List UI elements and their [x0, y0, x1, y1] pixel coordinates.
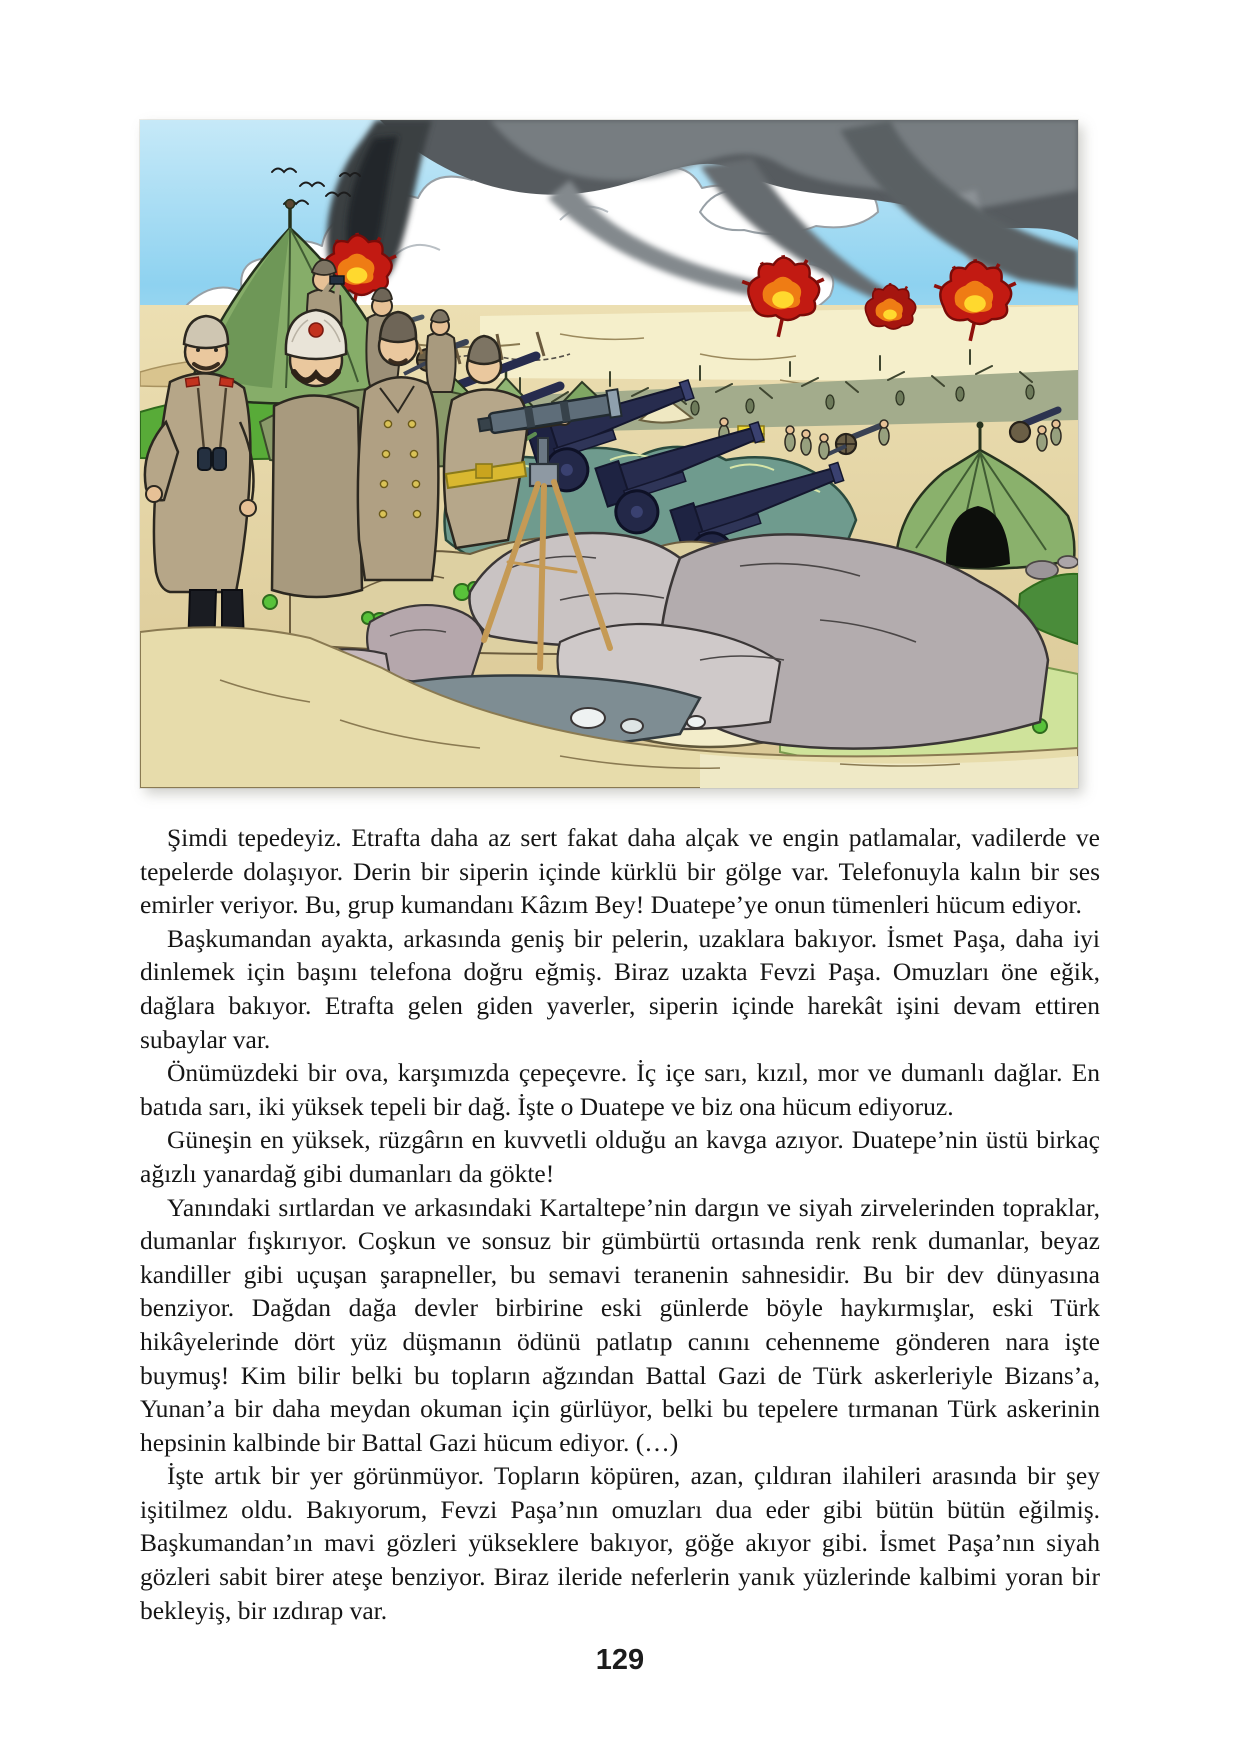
battle-scene-illustration: [140, 120, 1078, 788]
page-number: 129: [595, 1644, 645, 1676]
paragraph-2: Başkumandan ayakta, arkasında geniş bir pelerin, uzaklara bakıyor. İsmet Paşa, daha iyi dinlemek için başını telefona doğru eğmiş. Biraz uzakta Fevzi Paşa. Omuzları öne eğik, dağlara bakıyor. Etrafta gelen giden yaverler, siperin içinde harekât işini devam ettiren subaylar var.: [140, 923, 1100, 1054]
paragraph-4: Güneşin en yüksek, rüzgârın en kuvvetli olduğu an kavga azıyor. Duatepe’nin üstü birkaç ağızlı yanardağ gibi dumanları da gökte!: [140, 1125, 1100, 1188]
story-text: [140, 821, 1100, 1627]
battle-scene-svg: [140, 120, 1078, 788]
paragraph-1: Şimdi tepedeyiz. Etrafta daha az sert fakat daha alçak ve engin patlamalar, vadilerde ve tepelerde dolaşıyor. Derin bir siperin içinde kürklü bir gölge var. Telefonuyla kalın bir ses emirler veriyor. Bu, grup kumandanı Kâzım Bey! Duatepe’ye onun tümenleri hücum ediyor.: [140, 823, 1100, 920]
paragraph-3: Önümüzdeki bir ova, karşımızda çepeçevre. İç içe sarı, kızıl, mor ve dumanlı dağlar. En batıda sarı, iki yüksek tepeli bir dağ. İşte o Duatepe ve biz ona hücum ediyoruz.: [140, 1058, 1100, 1121]
paragraph-6: İşte artık bir yer görünmüyor. Topların köpüren, azan, çıldıran ilahileri arasında bir şey işitilmez oldu. Bakıyorum, Fevzi Paşa’nın omuzları dua eder gibi bütün bütün eğilmiş. Başkumandan’ın mavi gözleri yükseklere bakıyor, göğe akıyor gibi. İsmet Paşa’nın siyah gözleri sabit birer ateşe benziyor. Biraz ileride neferlerin yanık yüzlerinde kalbimi yoran bir bekleyiş, bir ızdırap var.: [140, 1461, 1100, 1625]
paragraph-5: Yanındaki sırtlardan ve arkasındaki Kartaltepe’nin dargın ve siyah zirvelerinden topraklar, dumanlar fışkırıyor. Coşkun ve sonsuz bir gümbürtü ortasında renk renk dumanlar, beyaz kandiller gibi uçuşan şarapneller, bu semavi teranenin sahnesidir. Bu bir dev dünyasına benziyor. Dağdan dağa devler birbirine eski günlerde böyle haykırmışlar, eski Türk hikâyelerinde dört yüz düşmanın ödünü patlatıp canını cehenneme gönderen nara işte buymuş! Kim bilir belki bu topların ağzından Battal Gazi de Türk askerleriyle Bizans’a, Yunan’a bir daha meydan okuman için gürlüyor, belki bu tepelere tırmanan Türk askerinin hepsinin kalbinde bir Battal Gazi hücum ediyor. (…): [140, 1192, 1100, 1457]
